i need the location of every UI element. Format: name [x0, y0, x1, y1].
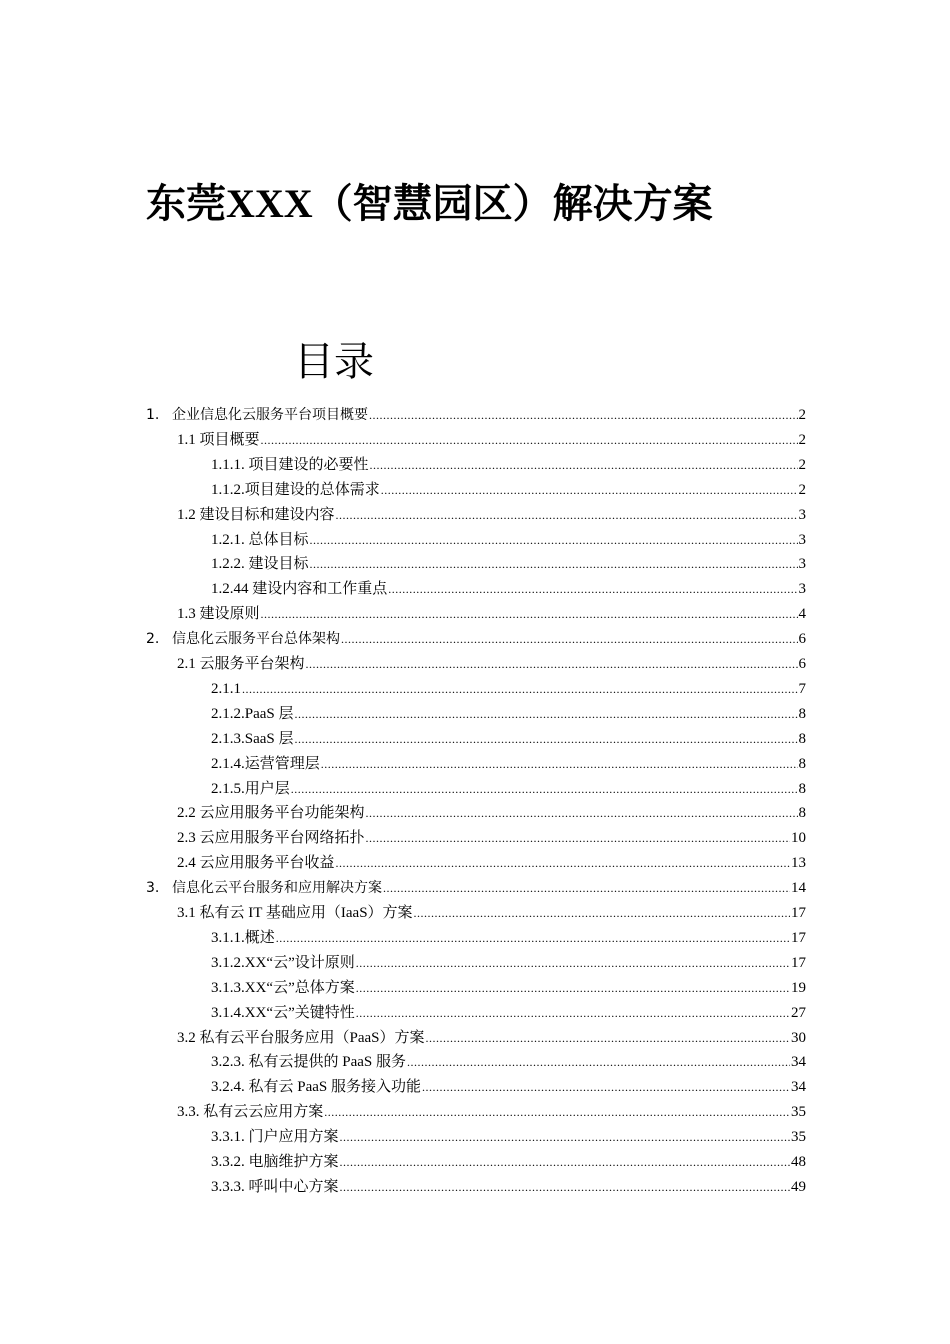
toc-entry-title: [177, 504, 335, 526]
toc-page-number: 3: [798, 532, 806, 548]
toc-entry-label: 2.2 云应用服务平台功能架构: [177, 805, 365, 821]
toc-dot-leader: [414, 902, 790, 924]
toc-dot-leader: [336, 504, 798, 526]
toc-entry-title: [211, 1151, 339, 1173]
toc-entry-title: [211, 952, 355, 974]
toc-entry[interactable]: [146, 877, 806, 899]
toc-page-number: 8: [798, 781, 806, 797]
toc-entry-title: [211, 1002, 355, 1024]
toc-entry-label: 3.1.2.XX“云”设计原则: [211, 955, 355, 971]
toc-dot-leader: [340, 1151, 790, 1173]
toc-entry-label: 1.1 项目概要: [177, 432, 260, 448]
toc-entry-title: [177, 429, 260, 451]
toc-entry-label: 1.1.2.项目建设的总体需求: [211, 482, 380, 498]
toc-entry-label: 1.1.1. 项目建设的必要性: [211, 457, 369, 473]
toc-entry-title: [177, 653, 305, 675]
toc-entry-label: 2.1 云服务平台架构: [177, 656, 305, 672]
toc-page-number: 34: [791, 1079, 806, 1095]
toc-dot-leader: [261, 429, 798, 451]
toc-page-number: 2: [798, 482, 806, 498]
toc-page-number: 7: [798, 681, 806, 697]
toc-entry-label: 3.1.3.XX“云”总体方案: [211, 980, 355, 996]
toc-page-number: 30: [791, 1030, 806, 1046]
toc-entry[interactable]: [146, 628, 806, 650]
toc-page-number: 35: [791, 1129, 806, 1145]
toc-entry[interactable]: [211, 1051, 806, 1073]
toc-entry[interactable]: [177, 802, 806, 824]
toc-entry-label: 信息化云服务平台总体架构: [172, 631, 340, 647]
toc-entry-title: [146, 404, 368, 426]
toc-entry-label: 2.1.4.运营管理层: [211, 756, 320, 772]
toc-entry-label: 3.1 私有云 IT 基础应用（IaaS）方案: [177, 905, 413, 921]
toc-page-number: 2: [798, 457, 806, 473]
toc-page-number: 2: [798, 407, 806, 423]
toc-dot-leader: [340, 1126, 790, 1148]
toc-entry-number: 2.: [146, 631, 160, 647]
toc-entry-label: 3.2.3. 私有云提供的 PaaS 服务: [211, 1054, 407, 1070]
toc-page-number: 49: [791, 1179, 806, 1195]
toc-entry-title: [211, 728, 294, 750]
toc-entry[interactable]: [146, 404, 806, 426]
toc-dot-leader: [340, 1176, 790, 1198]
toc-page-number: 3: [798, 581, 806, 597]
toc-entry-title: [211, 1176, 339, 1198]
toc-entry-title: [211, 529, 309, 551]
toc-entry[interactable]: [177, 504, 806, 526]
toc-page-number: 8: [798, 756, 806, 772]
toc-page-number: 35: [791, 1104, 806, 1120]
toc-dot-leader: [341, 628, 798, 650]
toc-dot-leader: [383, 877, 790, 899]
toc-dot-leader: [310, 553, 798, 575]
toc-entry[interactable]: [211, 728, 806, 750]
toc-entry-label: 3.3.1. 门户应用方案: [211, 1129, 339, 1145]
toc-entry-title: [177, 902, 413, 924]
toc-page-number: 8: [798, 805, 806, 821]
toc-entry[interactable]: [211, 678, 806, 700]
document-title: 东莞XXX（智慧园区）解决方案: [146, 181, 713, 226]
toc-page-number: 48: [791, 1154, 806, 1170]
toc-entry-title: [211, 454, 369, 476]
toc-page-number: 19: [791, 980, 806, 996]
toc-entry-label: 3.3. 私有云云应用方案: [177, 1104, 324, 1120]
toc-page-number: 6: [798, 631, 806, 647]
toc-page-number: 27: [791, 1005, 806, 1021]
toc-entry-title: [211, 578, 387, 600]
toc-entry-title: [211, 703, 294, 725]
toc-entry-label: 1.2.1. 总体目标: [211, 532, 309, 548]
toc-entry-label: 3.3.2. 电脑维护方案: [211, 1154, 339, 1170]
toc-entry[interactable]: [211, 1151, 806, 1173]
toc-entry-title: [211, 479, 380, 501]
toc-dot-leader: [388, 578, 797, 600]
toc-entry-title: [177, 827, 365, 849]
toc-entry[interactable]: [211, 977, 806, 999]
toc-entry-title: [146, 877, 382, 899]
toc-entry-label: 1.2 建设目标和建设内容: [177, 507, 335, 523]
toc-entry-label: 2.1.1: [211, 681, 241, 697]
toc-page-number: 2: [798, 432, 806, 448]
toc-page-number: 4: [798, 606, 806, 622]
toc-dot-leader: [321, 753, 798, 775]
toc-entry-label: 2.3 云应用服务平台网络拓扑: [177, 830, 365, 846]
toc-entry-label: 3.2.4. 私有云 PaaS 服务接入功能: [211, 1079, 422, 1095]
toc-dot-leader: [366, 802, 798, 824]
toc-entry[interactable]: [177, 429, 806, 451]
toc-entry-label: 企业信息化云服务平台项目概要: [172, 407, 368, 423]
toc-entry-title: [211, 553, 309, 575]
toc-entry-label: 1.2.2. 建设目标: [211, 556, 309, 572]
toc-entry[interactable]: [177, 603, 806, 625]
toc-dot-leader: [295, 728, 798, 750]
toc-entry[interactable]: [211, 1076, 806, 1098]
toc-entry-title: [211, 753, 320, 775]
toc-entry-label: 信息化云平台服务和应用解决方案: [172, 880, 382, 896]
toc-entry-title: [211, 1126, 339, 1148]
toc-entry-title: [146, 628, 340, 650]
toc-entry-label: 2.4 云应用服务平台收益: [177, 855, 335, 871]
toc-dot-leader: [242, 678, 798, 700]
toc-entry-label: 1.3 建设原则: [177, 606, 260, 622]
toc-entry-number: 3.: [146, 880, 160, 896]
toc-entry[interactable]: [211, 578, 806, 600]
toc-dot-leader: [306, 653, 798, 675]
toc-dot-leader: [426, 1027, 790, 1049]
toc-page-number: 8: [798, 706, 806, 722]
toc-entry-label: 1.2.44 建设内容和工作重点: [211, 581, 388, 597]
toc-dot-leader: [366, 827, 790, 849]
toc-page-number: 17: [791, 955, 806, 971]
toc-dot-leader: [324, 1101, 790, 1123]
toc-entry-title: [211, 678, 241, 700]
toc-entry[interactable]: [177, 1101, 806, 1123]
toc-entry-label: 3.2 私有云平台服务应用（PaaS）方案: [177, 1030, 425, 1046]
toc-page-number: 3: [798, 507, 806, 523]
toc-entry-title: [211, 1051, 406, 1073]
toc-page-number: 6: [798, 656, 806, 672]
toc-entry-title: [211, 778, 290, 800]
toc-entry[interactable]: [211, 952, 806, 974]
toc-dot-leader: [356, 977, 790, 999]
toc-entry-title: [177, 603, 260, 625]
toc-page-number: 10: [791, 830, 806, 846]
toc-entry-label: 3.3.3. 呼叫中心方案: [211, 1179, 339, 1195]
toc-entry-title: [177, 1101, 323, 1123]
toc-entry[interactable]: [211, 529, 806, 551]
toc-entry[interactable]: [177, 902, 806, 924]
toc-entry[interactable]: [211, 553, 806, 575]
toc-entry-number: 1.: [146, 407, 160, 423]
toc-entry-title: [177, 802, 365, 824]
toc-entry-label: 3.1.4.XX“云”关键特性: [211, 1005, 355, 1021]
toc-entry-title: [211, 1076, 421, 1098]
toc-dot-leader: [291, 778, 798, 800]
toc-entry[interactable]: [211, 753, 806, 775]
toc-dot-leader: [310, 529, 798, 551]
toc-entry-label: 2.1.2.PaaS 层: [211, 706, 294, 722]
toc-page-number: 34: [791, 1054, 806, 1070]
toc-entry[interactable]: [177, 653, 806, 675]
toc-entry[interactable]: [211, 778, 806, 800]
toc-entry-label: 3.1.1.概述: [211, 930, 275, 946]
toc-dot-leader: [407, 1051, 790, 1073]
toc-entry-title: [211, 927, 275, 949]
toc-entry[interactable]: [211, 927, 806, 949]
toc-dot-leader: [261, 603, 798, 625]
toc-page-number: 17: [791, 930, 806, 946]
toc-entry-label: 2.1.3.SaaS 层: [211, 731, 294, 747]
toc-dot-leader: [369, 404, 798, 426]
toc-dot-leader: [356, 952, 790, 974]
toc-entry[interactable]: [211, 1176, 806, 1198]
toc-entry[interactable]: [211, 1002, 806, 1024]
toc-page-number: 17: [791, 905, 806, 921]
toc-entry[interactable]: [177, 1027, 806, 1049]
toc-page-number: 14: [791, 880, 806, 896]
toc-entry[interactable]: [211, 1126, 806, 1148]
toc-entry[interactable]: [211, 454, 806, 476]
toc-dot-leader: [356, 1002, 790, 1024]
toc-dot-leader: [381, 479, 798, 501]
toc-entry[interactable]: [177, 852, 806, 874]
toc-page-number: 3: [798, 556, 806, 572]
toc-dot-leader: [336, 852, 790, 874]
toc-page-number: 8: [798, 731, 806, 747]
toc-entry-title: [177, 852, 335, 874]
toc-dot-leader: [422, 1076, 790, 1098]
toc-dot-leader: [295, 703, 798, 725]
toc-entry[interactable]: [211, 703, 806, 725]
toc-entry-title: [177, 1027, 425, 1049]
toc-entry[interactable]: [177, 827, 806, 849]
toc-entry-label: 2.1.5.用户层: [211, 781, 290, 797]
toc-dot-leader: [370, 454, 798, 476]
toc-entry-title: [211, 977, 355, 999]
toc-dot-leader: [276, 927, 790, 949]
toc-page-number: 13: [791, 855, 806, 871]
toc-entry[interactable]: [211, 479, 806, 501]
toc-heading: 目录: [294, 339, 374, 385]
